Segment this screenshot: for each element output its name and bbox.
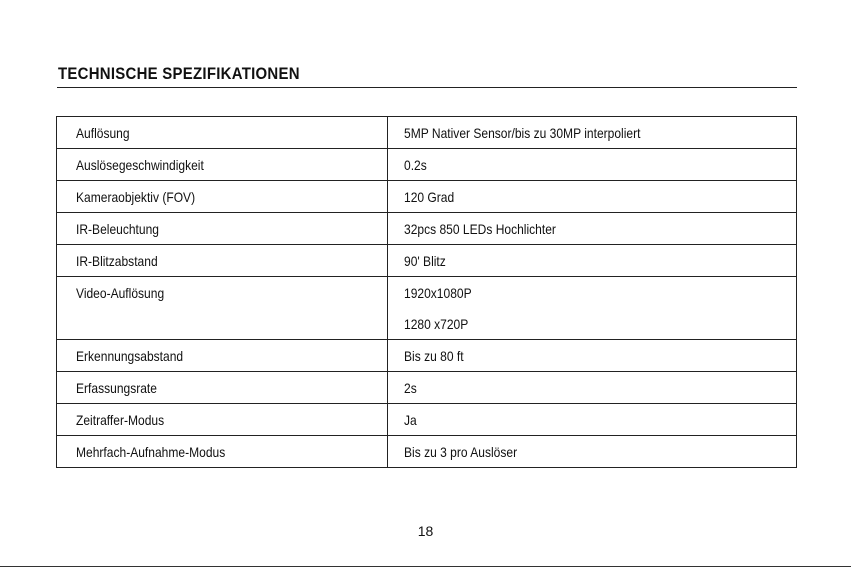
bottom-divider: [0, 566, 851, 567]
spec-value: 1920x1080P: [404, 284, 472, 301]
spec-row-capture-rate: [57, 372, 797, 404]
spec-row-ir-illumination: [57, 213, 797, 245]
spec-label: Auslösegeschwindigkeit: [76, 156, 204, 173]
spec-value: Bis zu 80 ft: [404, 347, 464, 364]
spec-row-detection-range: [57, 340, 797, 372]
spec-label: Video-Auflösung: [76, 284, 165, 301]
spec-value: 2s: [404, 379, 417, 396]
spec-value: 32pcs 850 LEDs Hochlichter: [404, 220, 556, 237]
spec-value: 5MP Nativer Sensor/bis zu 30MP interpoliert: [404, 124, 641, 141]
spec-row-lens: [57, 181, 797, 213]
page-number: 18: [417, 523, 434, 539]
spec-value: Ja: [404, 411, 417, 428]
spec-row-resolution: [57, 117, 797, 149]
spec-table: [56, 116, 797, 468]
spec-label: Mehrfach-Aufnahme-Modus: [76, 443, 226, 460]
spec-value: 0.2s: [404, 156, 427, 173]
spec-row-trigger-speed: [57, 149, 797, 181]
spec-row-video-resolution: [57, 277, 797, 309]
spec-label: IR-Beleuchtung: [76, 220, 160, 237]
spec-row-video-resolution-cont: [57, 308, 797, 340]
spec-value: 90' Blitz: [404, 252, 446, 269]
spec-label: Erkennungsabstand: [76, 347, 184, 364]
spec-row-timelapse: [57, 404, 797, 436]
spec-label: Zeitraffer-Modus: [76, 411, 165, 428]
title-underline: [57, 87, 797, 88]
spec-label: Kameraobjektiv (FOV): [76, 188, 196, 205]
spec-label: IR-Blitzabstand: [76, 252, 158, 269]
spec-value: Bis zu 3 pro Auslöser: [404, 443, 518, 460]
spec-label: Auflösung: [76, 124, 130, 141]
spec-value: 1280 x720P: [404, 315, 469, 332]
spec-label: Erfassungsrate: [76, 379, 157, 396]
spec-value: 120 Grad: [404, 188, 455, 205]
spec-row-ir-flash-range: [57, 245, 797, 277]
spec-row-multishot: [57, 436, 797, 468]
page-title: TECHNISCHE SPEZIFIKATIONEN: [58, 64, 300, 83]
